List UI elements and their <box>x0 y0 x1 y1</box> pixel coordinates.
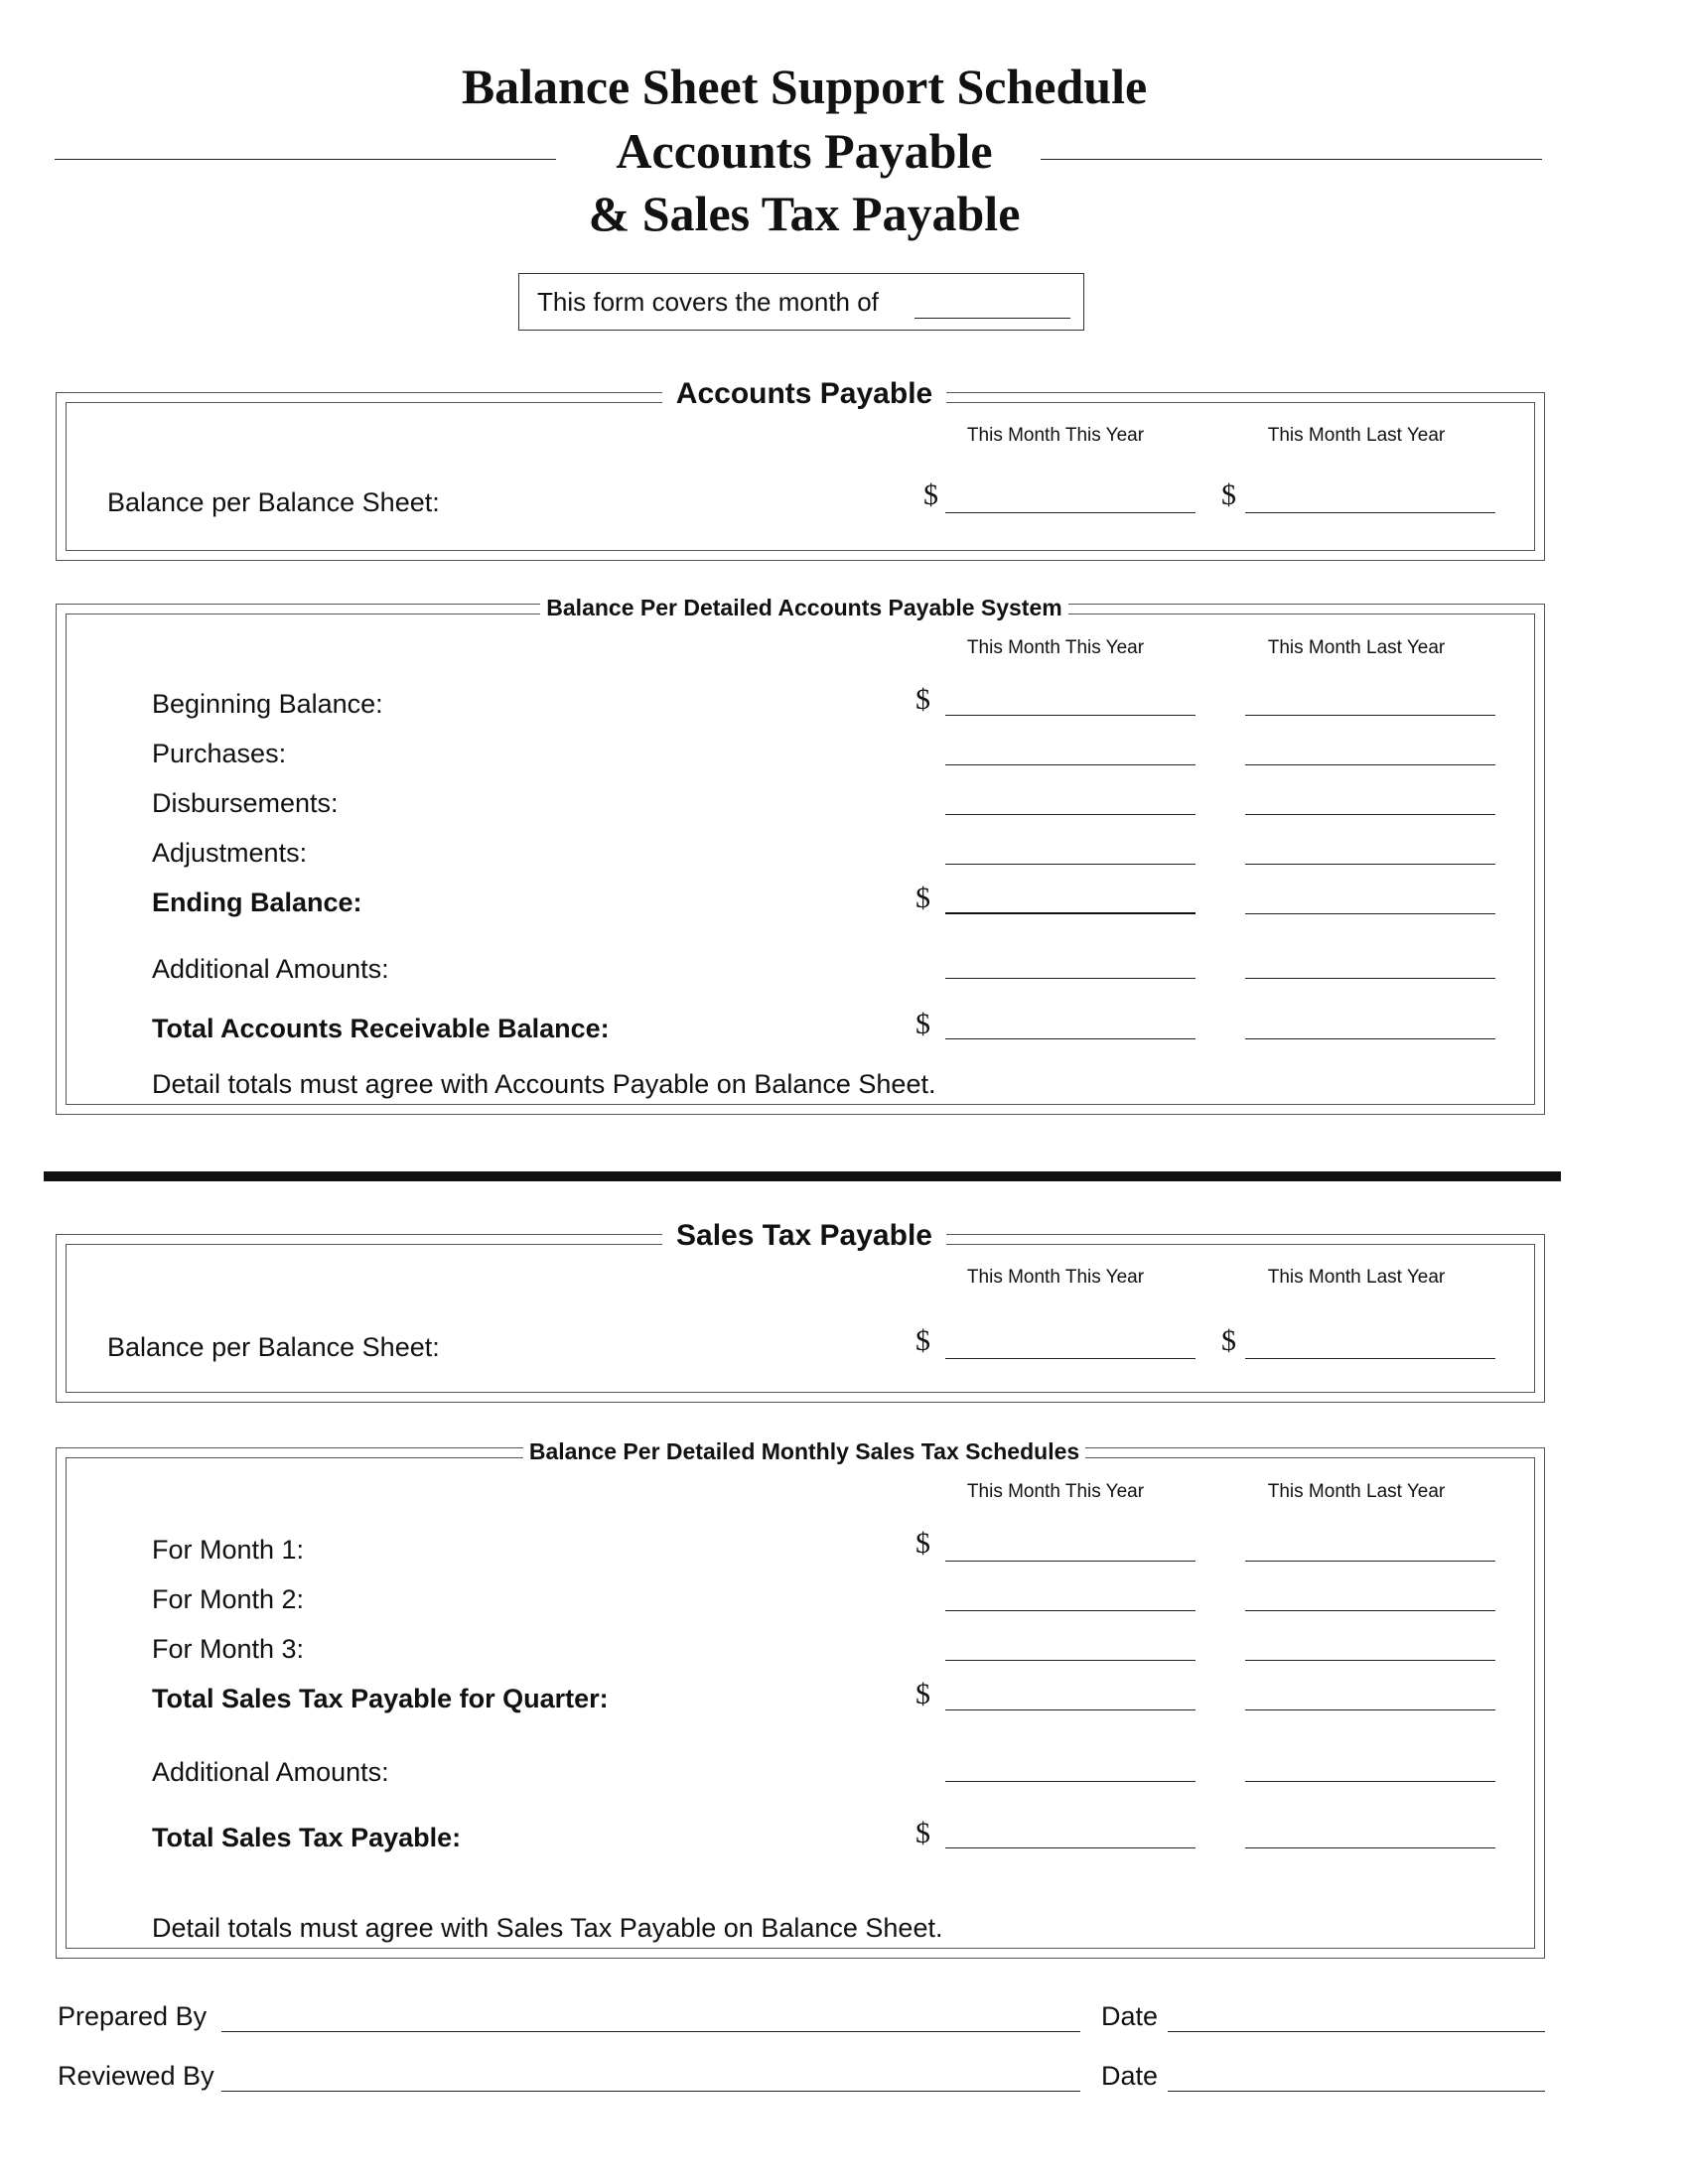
st-month3-last-year-field[interactable] <box>1245 1660 1495 1661</box>
ap-row-additional-amounts: Additional Amounts: <box>152 954 389 984</box>
reviewed-date-field[interactable] <box>1168 2091 1545 2092</box>
ap-additional-this-year-field[interactable] <box>945 978 1196 979</box>
ap-row-beginning-balance: Beginning Balance: <box>152 689 383 719</box>
dollar-sign: $ <box>915 882 930 914</box>
dollar-sign: $ <box>915 1678 930 1710</box>
ap-section-title: Accounts Payable <box>0 377 1609 411</box>
st-section-title: Sales Tax Payable <box>0 1219 1609 1253</box>
prepared-date-field[interactable] <box>1168 2031 1545 2032</box>
reviewed-by-label: Reviewed By <box>58 2061 214 2091</box>
st-quarter-last-year-field[interactable] <box>1245 1709 1495 1710</box>
title-rule-left <box>55 159 556 160</box>
title-line-2: Accounts Payable <box>616 123 993 179</box>
col-head-last-year: This Month Last Year <box>1267 637 1446 658</box>
prepared-by-label: Prepared By <box>58 2001 208 2031</box>
st-month3-this-year-field[interactable] <box>945 1660 1196 1661</box>
ap-additional-last-year-field[interactable] <box>1245 978 1495 979</box>
ap-adjustments-this-year-field[interactable] <box>945 864 1196 865</box>
col-head-last-year: This Month Last Year <box>1267 1267 1446 1288</box>
ap-row-purchases: Purchases: <box>152 739 287 768</box>
st-balance-last-year-field[interactable] <box>1245 1358 1495 1359</box>
st-detail-note: Detail totals must agree with Sales Tax Payable on Balance Sheet. <box>152 1913 943 1943</box>
ap-beginning-last-year-field[interactable] <box>1245 715 1495 716</box>
col-head-this-year: This Month This Year <box>966 425 1145 446</box>
st-row-month-3: For Month 3: <box>152 1634 305 1664</box>
st-month2-this-year-field[interactable] <box>945 1610 1196 1611</box>
st-row-total: Total Sales Tax Payable: <box>152 1823 462 1852</box>
reviewed-by-field[interactable] <box>221 2091 1080 2092</box>
st-month1-this-year-field[interactable] <box>945 1561 1196 1562</box>
ap-row-total-balance: Total Accounts Receivable Balance: <box>152 1014 610 1043</box>
col-head-last-year: This Month Last Year <box>1267 425 1446 446</box>
ap-purchases-last-year-field[interactable] <box>1245 764 1495 765</box>
title-line-3: & Sales Tax Payable <box>588 186 1021 241</box>
ap-disbursements-last-year-field[interactable] <box>1245 814 1495 815</box>
st-row-month-1: For Month 1: <box>152 1535 305 1565</box>
ap-row-ending-balance: Ending Balance: <box>152 887 362 917</box>
col-head-this-year: This Month This Year <box>966 637 1145 658</box>
dollar-sign: $ <box>915 1527 930 1560</box>
ap-row-disbursements: Disbursements: <box>152 788 339 818</box>
month-prompt: This form covers the month of <box>537 287 879 317</box>
ap-detail-title: Balance Per Detailed Accounts Payable System <box>0 595 1609 621</box>
st-month2-last-year-field[interactable] <box>1245 1610 1495 1611</box>
ap-balance-this-year-field[interactable] <box>945 512 1196 513</box>
title-rule-right <box>1041 159 1542 160</box>
st-balance-label: Balance per Balance Sheet: <box>107 1332 440 1362</box>
dollar-sign: $ <box>915 1324 930 1357</box>
ap-beginning-this-year-field[interactable] <box>945 715 1196 716</box>
st-quarter-this-year-field[interactable] <box>945 1709 1196 1710</box>
ap-row-adjustments: Adjustments: <box>152 838 308 868</box>
prepared-by-field[interactable] <box>221 2031 1080 2032</box>
dollar-sign: $ <box>1221 1324 1236 1357</box>
ap-adjustments-last-year-field[interactable] <box>1245 864 1495 865</box>
st-detail-title: Balance Per Detailed Monthly Sales Tax Schedules <box>0 1438 1609 1465</box>
st-row-month-2: For Month 2: <box>152 1584 305 1614</box>
dollar-sign: $ <box>915 1817 930 1849</box>
ap-ending-last-year-field[interactable] <box>1245 913 1495 914</box>
month-field[interactable] <box>914 318 1070 319</box>
ap-disbursements-this-year-field[interactable] <box>945 814 1196 815</box>
dollar-sign: $ <box>923 478 938 511</box>
st-month1-last-year-field[interactable] <box>1245 1561 1495 1562</box>
col-head-last-year: This Month Last Year <box>1267 1481 1446 1502</box>
col-head-this-year: This Month This Year <box>966 1267 1145 1288</box>
dollar-sign: $ <box>915 683 930 716</box>
st-additional-this-year-field[interactable] <box>945 1781 1196 1782</box>
title-line-1: Balance Sheet Support Schedule <box>461 59 1148 114</box>
st-additional-last-year-field[interactable] <box>1245 1781 1495 1782</box>
section-divider <box>44 1171 1561 1181</box>
st-row-quarter-total: Total Sales Tax Payable for Quarter: <box>152 1684 609 1713</box>
ap-balance-last-year-field[interactable] <box>1245 512 1495 513</box>
st-total-this-year-field[interactable] <box>945 1847 1196 1848</box>
ap-balance-label: Balance per Balance Sheet: <box>107 487 440 517</box>
reviewed-date-label: Date <box>1101 2061 1159 2091</box>
dollar-sign: $ <box>915 1008 930 1040</box>
ap-detail-note: Detail totals must agree with Accounts Payable on Balance Sheet. <box>152 1069 936 1099</box>
month-box <box>518 273 1084 331</box>
st-balance-this-year-field[interactable] <box>945 1358 1196 1359</box>
st-total-last-year-field[interactable] <box>1245 1847 1495 1848</box>
st-row-additional-amounts: Additional Amounts: <box>152 1757 389 1787</box>
col-head-this-year: This Month This Year <box>966 1481 1145 1502</box>
ap-total-last-year-field[interactable] <box>1245 1038 1495 1039</box>
ap-total-this-year-field[interactable] <box>945 1038 1196 1039</box>
ap-ending-this-year-field[interactable] <box>945 912 1196 914</box>
prepared-date-label: Date <box>1101 2001 1159 2031</box>
dollar-sign: $ <box>1221 478 1236 511</box>
ap-purchases-this-year-field[interactable] <box>945 764 1196 765</box>
